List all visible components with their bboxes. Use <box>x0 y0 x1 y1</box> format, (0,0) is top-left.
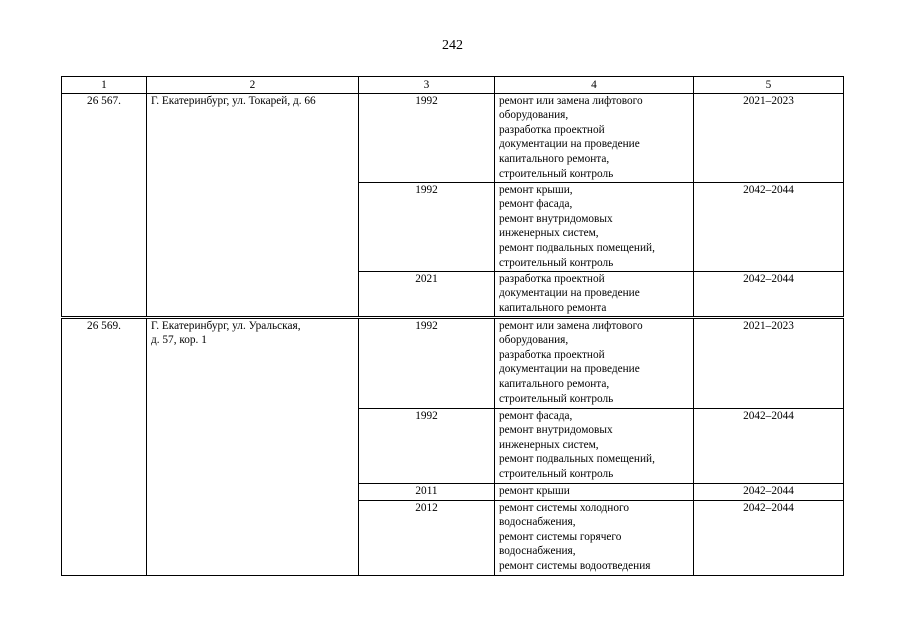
record-number: 26 567. <box>62 93 147 317</box>
works-cell: ремонт системы холодного водоснабжения, ремонт системы горячего водоснабжения, ремонт системы водоотведения <box>495 500 694 575</box>
works-cell: ремонт или замена лифтового оборудования, разработка проектной документации на проведение капитального ремонта, строительный контроль <box>495 317 694 408</box>
works-cell: ремонт крыши, ремонт фасада, ремонт внутридомовых инженерных систем, ремонт подвальных помещений, строительный контроль <box>495 182 694 271</box>
year-cell: 1992 <box>359 408 495 483</box>
page-number: 242 <box>442 38 463 53</box>
period-cell: 2042–2044 <box>694 182 844 271</box>
works-cell: ремонт крыши <box>495 483 694 500</box>
period-cell: 2042–2044 <box>694 408 844 483</box>
period-cell: 2042–2044 <box>694 500 844 575</box>
column-header-1: 1 <box>62 77 147 94</box>
year-cell: 1992 <box>359 93 495 182</box>
column-header-5: 5 <box>694 77 844 94</box>
period-cell: 2021–2023 <box>694 93 844 182</box>
column-header-2: 2 <box>147 77 359 94</box>
address-cell: Г. Екатеринбург, ул. Уральская, д. 57, кор. 1 <box>147 317 359 575</box>
year-cell: 1992 <box>359 317 495 408</box>
column-header-3: 3 <box>359 77 495 94</box>
works-cell: ремонт фасада, ремонт внутридомовых инженерных систем, ремонт подвальных помещений, строительный контроль <box>495 408 694 483</box>
capital-repair-table <box>61 76 844 576</box>
year-cell: 2012 <box>359 500 495 575</box>
year-cell: 2021 <box>359 271 495 317</box>
period-cell: 2042–2044 <box>694 271 844 317</box>
period-cell: 2042–2044 <box>694 483 844 500</box>
year-cell: 2011 <box>359 483 495 500</box>
period-cell: 2021–2023 <box>694 317 844 408</box>
works-cell: разработка проектной документации на проведение капитального ремонта <box>495 271 694 317</box>
address-cell: Г. Екатеринбург, ул. Токарей, д. 66 <box>147 93 359 317</box>
table-row <box>62 317 844 408</box>
table-row <box>62 93 844 182</box>
year-cell: 1992 <box>359 182 495 271</box>
table-header-row <box>62 77 844 94</box>
works-cell: ремонт или замена лифтового оборудования, разработка проектной документации на проведение капитального ремонта, строительный контроль <box>495 93 694 182</box>
record-number: 26 569. <box>62 317 147 575</box>
column-header-4: 4 <box>495 77 694 94</box>
